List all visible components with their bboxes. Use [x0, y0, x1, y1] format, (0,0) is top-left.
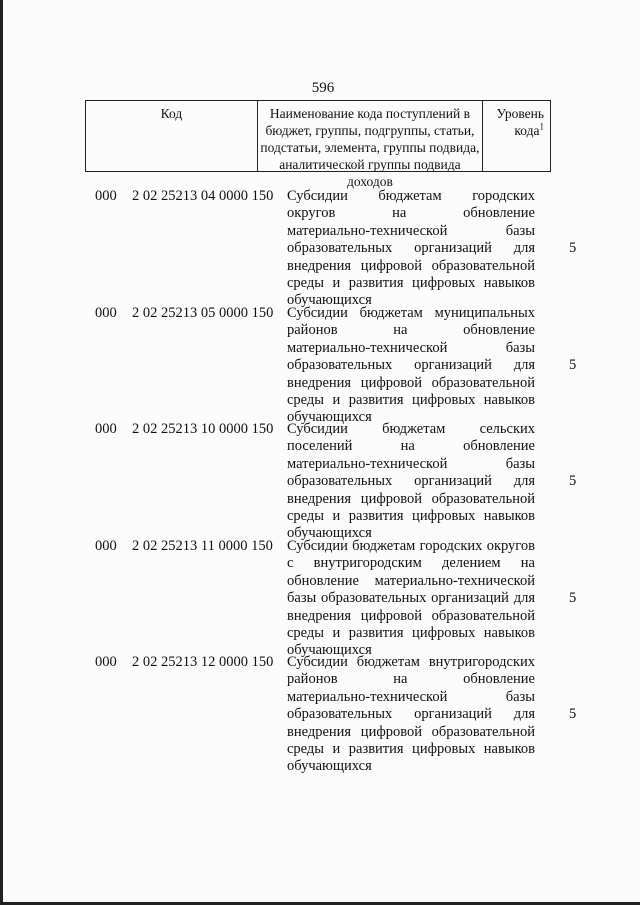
admin-code: 000	[95, 654, 117, 670]
revenue-description	[287, 654, 535, 776]
revenue-code: 2 02 25213 04 0000 150	[132, 188, 274, 204]
description-line: среды и развития цифровых навыков	[287, 624, 535, 641]
header-name-line: Наименование кода поступлений в	[269, 106, 470, 121]
header-level	[483, 101, 550, 171]
description-line: образовательных организаций для	[287, 357, 535, 374]
description-line: Субсидии бюджетам муниципальных	[287, 305, 535, 321]
footnote-marker: 1	[539, 121, 544, 132]
description-line: внедрения цифровой образовательной	[287, 490, 535, 507]
description-line: внедрения цифровой образовательной	[287, 374, 535, 391]
header-level-line	[483, 122, 544, 139]
admin-code: 000	[95, 538, 117, 554]
description-line: материально-технической базы	[287, 688, 535, 705]
description-line: обновление материально-технической	[287, 572, 535, 589]
description-line: Субсидии бюджетам внутригородских	[287, 654, 535, 670]
description-line: среды и развития цифровых навыков	[287, 740, 535, 757]
description-line: обучающихся	[287, 292, 372, 309]
description-line: обучающихся	[287, 409, 372, 426]
description-line: районов на обновление	[287, 322, 535, 339]
description-line: внедрения цифровой образовательной	[287, 257, 535, 274]
header-code: Код	[86, 101, 258, 171]
description-line: базы образовательных организаций для	[287, 590, 535, 607]
revenue-code: 2 02 25213 10 0000 150	[132, 421, 274, 437]
admin-code: 000	[95, 305, 117, 321]
description-line: районов на обновление	[287, 671, 535, 688]
description-line: обучающихся	[287, 642, 372, 659]
description-line: с внутригородским делением на	[287, 555, 535, 572]
description-line: материально-технической базы	[287, 222, 535, 239]
level-value: 5	[569, 240, 577, 257]
description-line: внедрения цифровой образовательной	[287, 723, 535, 740]
description-line: материально-технической базы	[287, 339, 535, 356]
revenue-description	[287, 421, 535, 543]
level-value: 5	[569, 706, 577, 723]
revenue-description	[287, 538, 535, 660]
description-line: среды и развития цифровых навыков	[287, 274, 535, 291]
description-line: образовательных организаций для	[287, 240, 535, 257]
page-number: 596	[311, 80, 335, 96]
revenue-code: 2 02 25213 11 0000 150	[132, 538, 273, 554]
description-line: среды и развития цифровых навыков	[287, 391, 535, 408]
revenue-code: 2 02 25213 05 0000 150	[132, 305, 274, 321]
description-line: Субсидии бюджетам городских	[287, 188, 535, 204]
description-line: обучающихся	[287, 758, 372, 775]
level-value: 5	[569, 357, 577, 374]
description-line: внедрения цифровой образовательной	[287, 607, 535, 624]
level-value: 5	[569, 590, 577, 607]
description-line: материально-технической базы	[287, 455, 535, 472]
level-value: 5	[569, 473, 577, 490]
header-level-text: кода	[514, 123, 540, 138]
description-line: Субсидии бюджетам городских округов	[287, 538, 535, 554]
header-name	[258, 101, 483, 189]
description-line: среды и развития цифровых навыков	[287, 507, 535, 524]
revenue-description	[287, 188, 535, 310]
header-level-line: Уровень	[496, 106, 544, 121]
admin-code: 000	[95, 188, 117, 204]
header-name-line: бюджет, группы, подгруппы, статьи,	[265, 123, 475, 138]
description-line: образовательных организаций для	[287, 706, 535, 723]
description-line: округов на обновление	[287, 205, 535, 222]
description-line: поселений на обновление	[287, 438, 535, 455]
table-header	[85, 100, 551, 189]
admin-code: 000	[95, 421, 117, 437]
description-line: обучающихся	[287, 525, 372, 542]
revenue-description	[287, 305, 535, 427]
header-name-line: аналитической группы подвида доходов	[279, 157, 461, 189]
header-name-line: подстатьи, элемента, группы подвида,	[260, 140, 480, 155]
revenue-code: 2 02 25213 12 0000 150	[132, 654, 274, 670]
description-line: образовательных организаций для	[287, 473, 535, 490]
description-line: Субсидии бюджетам сельских	[287, 421, 535, 437]
